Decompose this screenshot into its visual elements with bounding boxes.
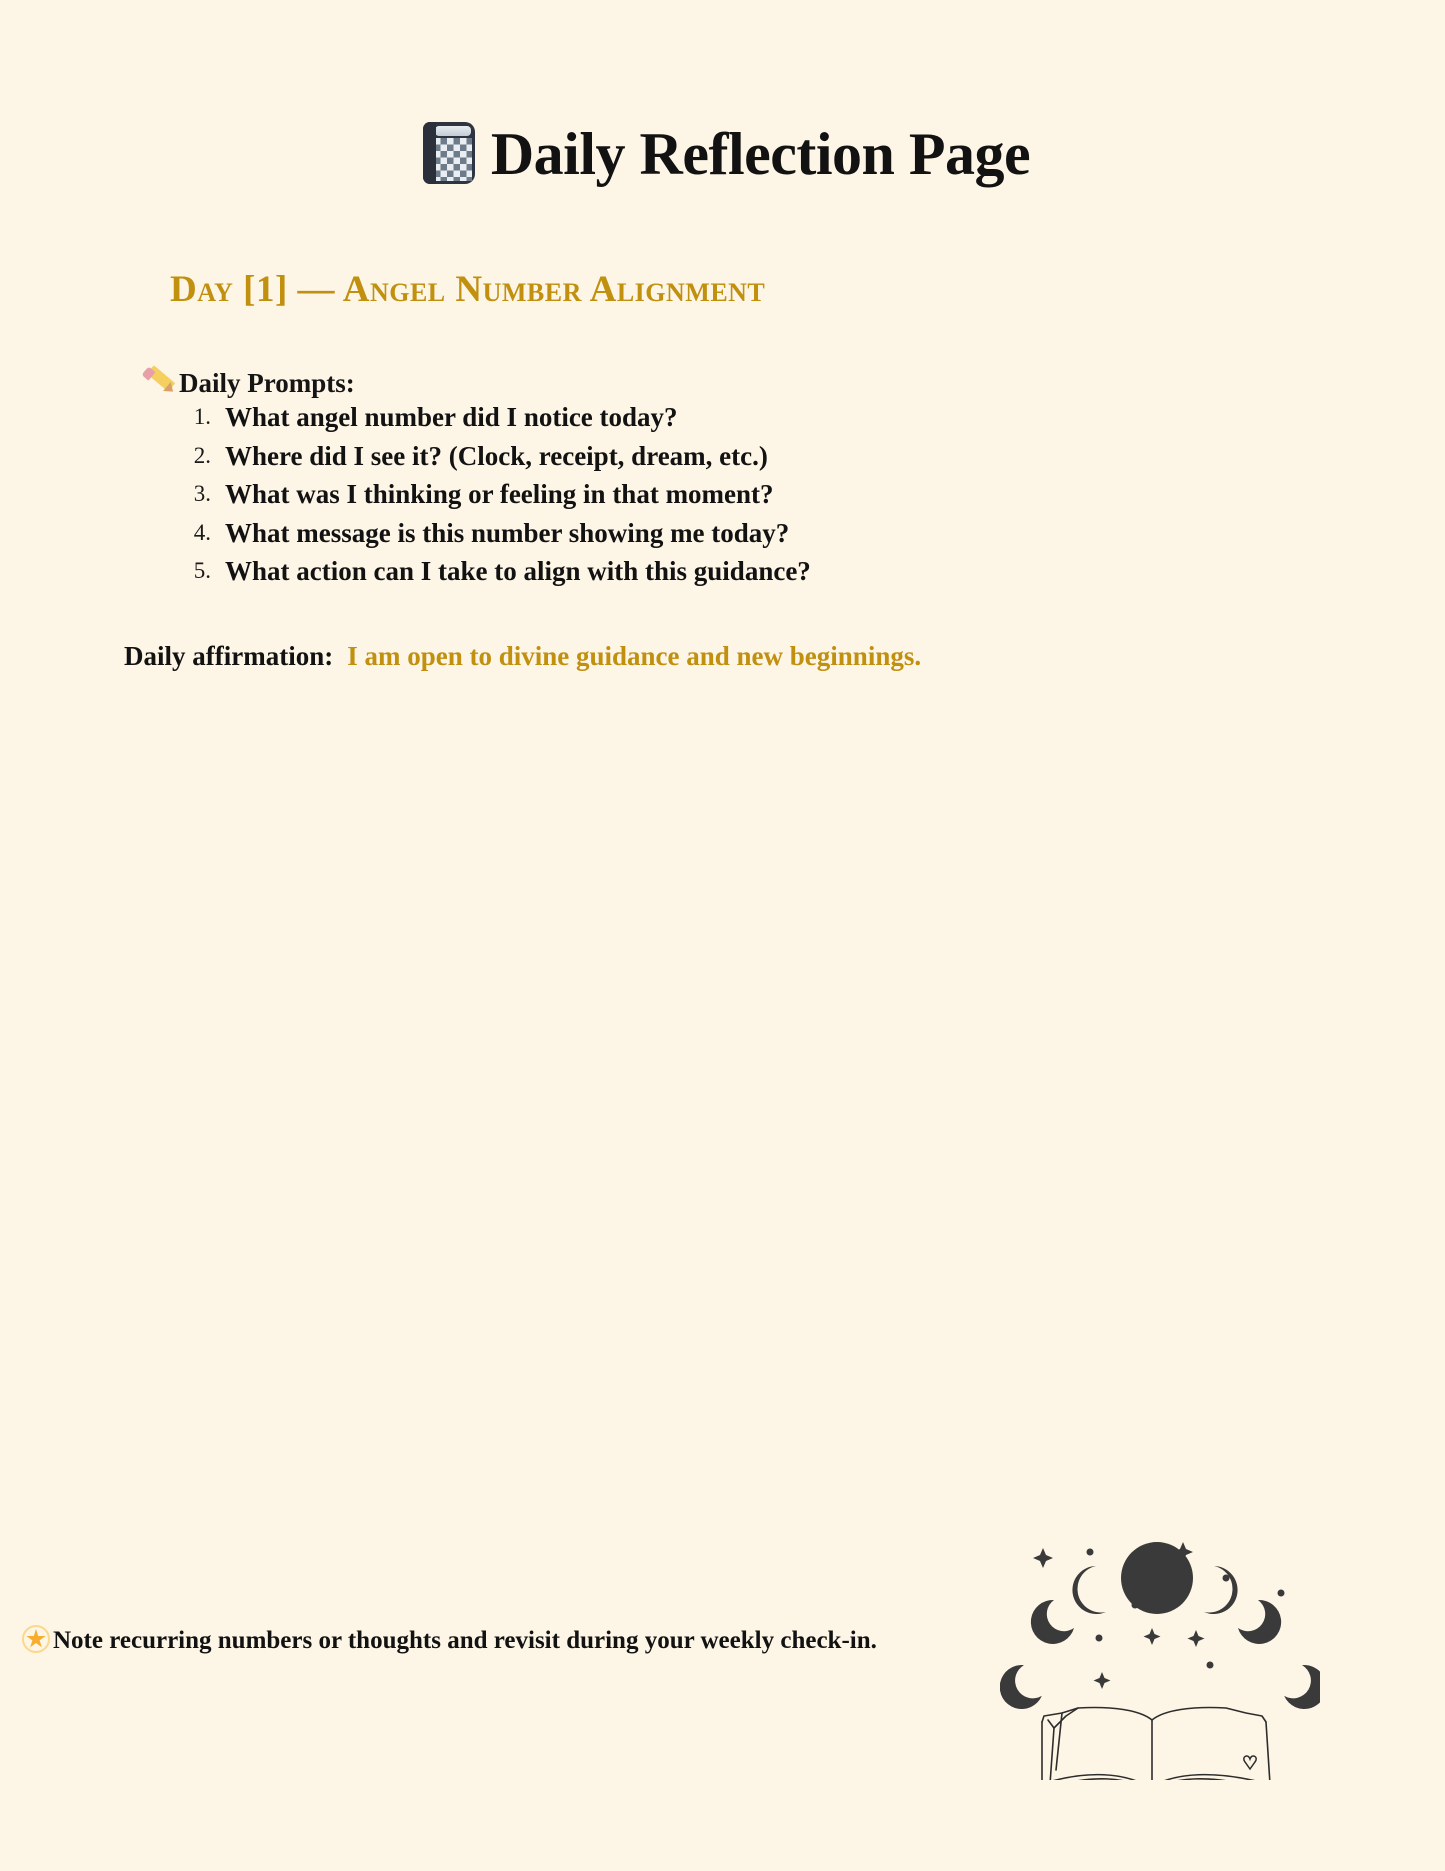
list-item <box>193 552 811 591</box>
daily-prompts-heading <box>145 368 355 399</box>
day-subtitle: Day [1] — Angel Number Alignment <box>170 269 766 310</box>
daily-prompts-list <box>175 398 811 591</box>
list-item-text: What was I thinking or feeling in that moment? <box>225 479 774 509</box>
notebook-icon <box>415 120 477 186</box>
list-item-number: 4. <box>193 519 211 545</box>
footer-note <box>22 1625 877 1655</box>
moon-phases-arc <box>1000 1542 1320 1712</box>
list-item-text: What message is this number showing me today? <box>225 517 790 548</box>
daily-affirmation-label: Daily affirmation: <box>124 641 334 671</box>
pencil-icon <box>145 370 175 396</box>
list-item <box>193 514 811 553</box>
daily-affirmation-text: I am open to divine guidance and new beginnings. <box>347 641 922 671</box>
list-item <box>193 475 811 514</box>
page-title <box>0 120 1445 189</box>
open-book <box>1038 1708 1274 1781</box>
list-item-number: 1. <box>193 404 211 429</box>
list-item-number: 3. <box>193 481 211 506</box>
list-item <box>193 437 811 476</box>
page-title-text: Daily Reflection Page <box>490 121 1031 187</box>
list-item-number: 2. <box>193 442 211 468</box>
list-item-text: What angel number did I notice today? <box>225 402 678 432</box>
list-item-text: What action can I take to align with this guidance? <box>225 556 811 586</box>
footer-note-text: Note recurring numbers or thoughts and revisit during your weekly check-in. <box>53 1627 877 1654</box>
list-item <box>193 398 811 437</box>
daily-affirmation <box>124 641 921 672</box>
heart-icon <box>1244 1756 1256 1769</box>
daily-prompts-heading-label: Daily Prompts: <box>179 368 355 398</box>
glowing-star-icon <box>22 1625 50 1653</box>
list-item-text: Where did I see it? (Clock, receipt, dream, etc.) <box>225 440 768 471</box>
list-item-number: 5. <box>193 558 211 583</box>
open-book-with-moon-phases-illustration <box>1000 1520 1320 1780</box>
